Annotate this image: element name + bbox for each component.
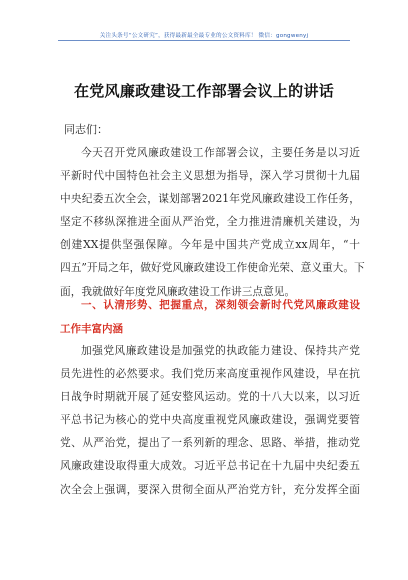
document-title: 在党风廉政建设工作部署会议上的讲话 (73, 82, 335, 100)
paragraph-line: 党、从严治党，提出了一系列新的理念、思路、举措，推动党 (60, 436, 360, 450)
paragraph-line: 今天召开党风廉政建设工作部署会议，主要任务是以习近 (81, 146, 360, 159)
paragraph-line: 员先进性的必然要求。我们党历来高度重视作风建设，早在抗 (60, 367, 360, 381)
header-divider (58, 40, 350, 41)
paragraph-line: 加强党风廉政建设是加强党的执政能力建设、保持共产党 (81, 344, 360, 357)
paragraph-line: 创建XX提供坚强保障。今年是中国共产党成立xx周年，“十 (60, 238, 360, 252)
paragraph-line: 平新时代中国特色社会主义思想为指导，深入学习贯彻十九届 (60, 169, 360, 183)
section-heading (60, 293, 360, 341)
paragraph-line: 坚定不移纵深推进全面从严治党，全力推进清廉机关建设，为 (60, 215, 360, 229)
paragraph-2 (60, 339, 360, 501)
salutation: 同志们： (64, 123, 108, 136)
section-heading-line: 一、认清形势、把握重点，深刻领会新时代党风廉政建设 (81, 299, 360, 311)
paragraph-1 (60, 141, 365, 303)
paragraph-line: 四五”开局之年，做好党风廉政建设工作使命光荣、意义重大。下 (60, 261, 365, 275)
paragraph-line: 面，我就做好年度党风廉政建设工作讲三点意见。 (60, 284, 296, 298)
header-notice: 关注头条号“公文研究”，获得最新最全最专业的公文资料库！ 微信：gongwenyj (99, 33, 309, 39)
paragraph-line: 风廉政建设取得重大成效。习近平总书记在十九届中央纪委五 (60, 459, 360, 473)
paragraph-line: 次全会上强调，要深入贯彻全面从严治党方针，充分发挥全面 (60, 482, 360, 496)
section-heading-line: 工作丰富内涵 (60, 323, 123, 335)
paragraph-line: 中央纪委五次全会，谋划部署2021年党风廉政建设工作任务， (60, 192, 360, 206)
paragraph-line: 日战争时期就开展了延安整风运动。党的十八大以来，以习近 (60, 390, 360, 404)
paragraph-line: 平总书记为核心的党中央高度重视党风廉政建设，强调党要管 (60, 413, 360, 427)
